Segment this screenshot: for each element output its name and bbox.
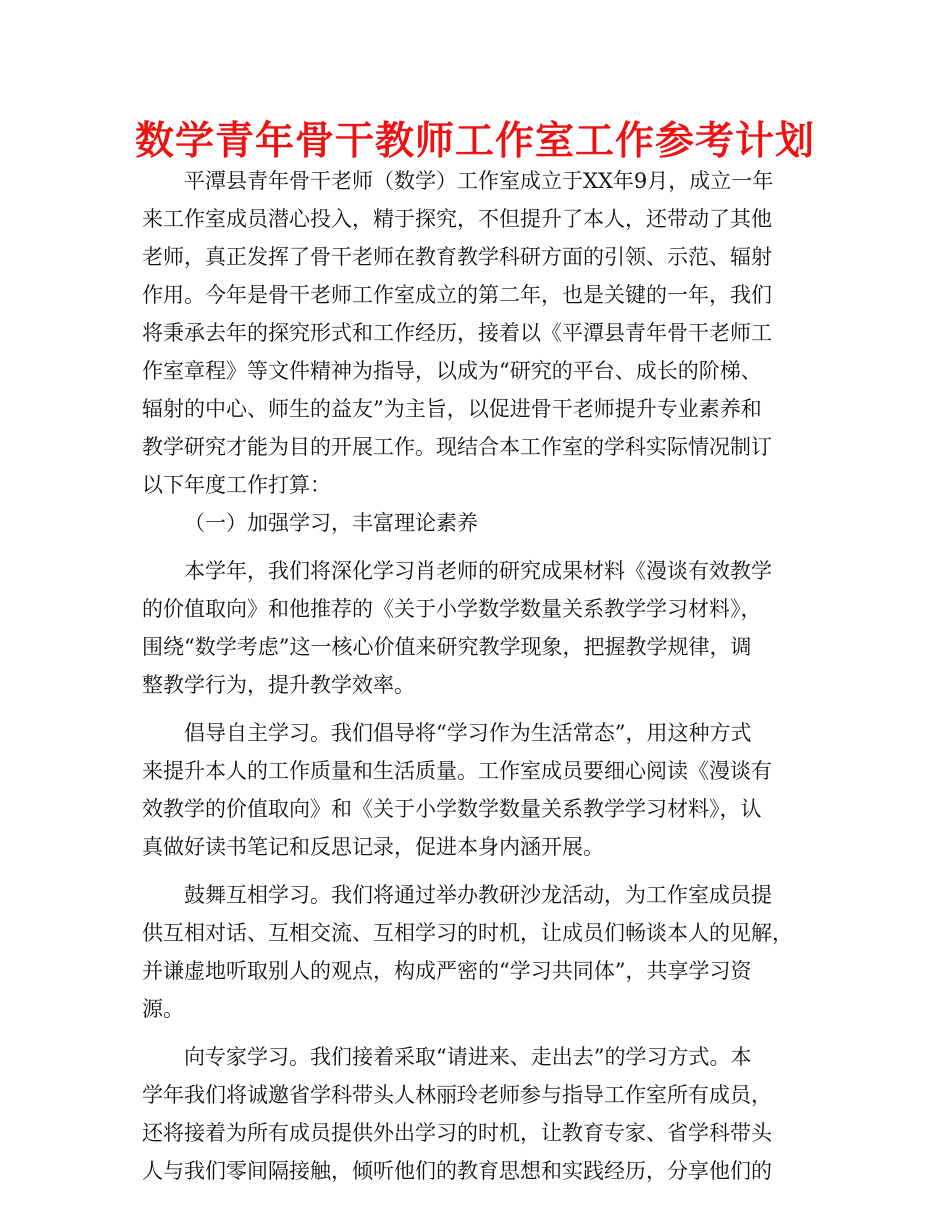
text-line: 整教学行为，提升教学效率。 [142, 673, 415, 697]
text-line: 效教学的价值取向》和《关于小学数学数量关系教学学习材料》，认 [142, 797, 762, 821]
text-line: 鼓舞互相学习。我们将通过举办教研沙龙活动，为工作室成员提 [184, 883, 772, 907]
text-line: 的价值取向》和他推荐的《关于小学数学数量关系教学学习材料》， [142, 597, 762, 621]
text-line: 来工作室成员潜心投入，精于探究，不但提升了本人，还带动了其他 [142, 207, 772, 231]
text-line: 本学年，我们将深化学习肖老师的研究成果材料《漫谈有效教学 [184, 559, 772, 583]
text-line: 作室章程》等文件精神为指导，以成为“研究的平台、成长的阶梯、 [142, 359, 762, 383]
text-line: 将秉承去年的探究形式和工作经历，接着以《平潭县青年骨干老师工 [142, 321, 772, 345]
paragraph-self-study [142, 714, 814, 866]
text-line: 还将接着为所有成员提供外出学习的时机，让教育专家、省学科带头 [142, 1121, 772, 1145]
text-line: 来提升本人的工作质量和生活质量。工作室成员要细心阅读《漫谈有 [142, 759, 772, 783]
text-line: 源。 [142, 997, 184, 1021]
text-line: 教学研究才能为目的开展工作。现结合本工作室的学科实际情况制订 [142, 435, 772, 459]
text-line: 辐射的中心、师生的益友”为主旨，以促进骨干老师提升专业素养和 [142, 397, 762, 421]
text-line: 以下年度工作打算： [142, 473, 331, 497]
text-line: 供互相对话、互相交流、互相学习的时机，让成员们畅谈本人的见解， [142, 921, 793, 945]
paragraph-expert-study [142, 1038, 814, 1190]
document-body [142, 162, 814, 1190]
paragraph-mutual-study [142, 876, 814, 1028]
document-title: 数学青年骨干教师工作室工作参考计划 [134, 119, 815, 164]
text-line: 学年我们将诚邀省学科带头人林丽玲老师参与指导工作室所有成员， [142, 1083, 772, 1107]
text-line: 作用。今年是骨干老师工作室成立的第二年，也是关键的一年，我们 [142, 283, 772, 307]
text-line: 向专家学习。我们接着采取“请进来、走出去”的学习方式。本 [184, 1045, 752, 1069]
section-heading [142, 504, 814, 542]
section-heading-text: （一）加强学习，丰富理论素养 [184, 511, 478, 535]
text-line: 平潭县青年骨干老师（数学）工作室成立于XX年9月，成立一年 [184, 169, 774, 193]
text-line: 倡导自主学习。我们倡导将“学习作为生活常态”，用这种方式 [184, 721, 752, 745]
text-line: 老师，真正发挥了骨干老师在教育教学科研方面的引领、示范、辐射 [142, 245, 772, 269]
text-line: 人与我们零间隔接触，倾听他们的教育思想和实践经历，分享他们的 [142, 1159, 772, 1183]
text-line: 并谦虚地听取别人的观点，构成严密的“学习共同体”，共享学习资 [142, 959, 752, 983]
paragraph-study-materials [142, 552, 814, 704]
text-line: 围绕“数学考虑”这一核心价值来研究教学现象，把握教学规律，调 [142, 635, 752, 659]
paragraph-intro [142, 162, 814, 504]
text-line: 真做好读书笔记和反思记录，促进本身内涵开展。 [142, 835, 604, 859]
